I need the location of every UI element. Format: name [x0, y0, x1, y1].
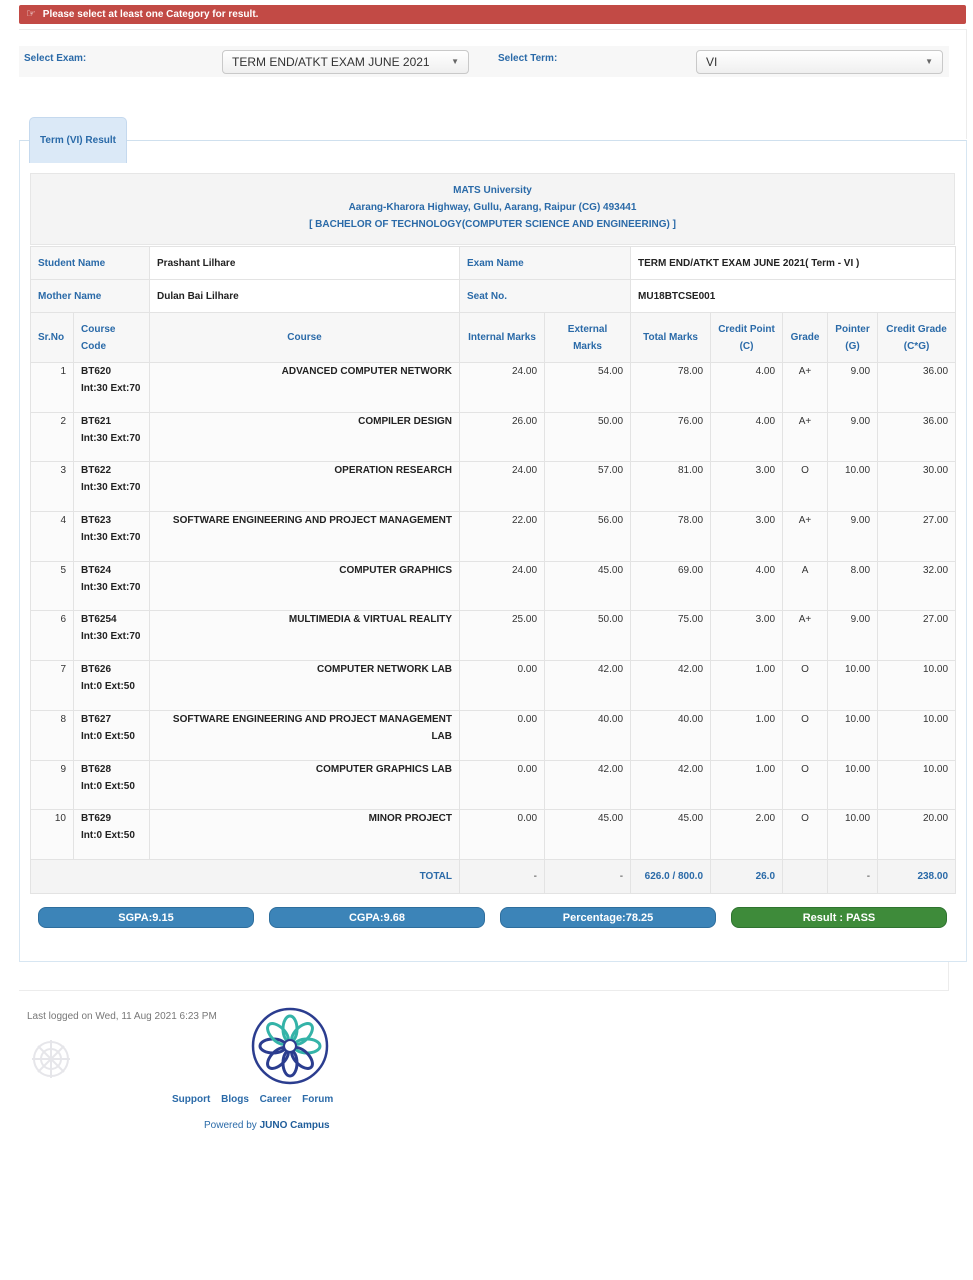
total-grade	[783, 859, 828, 893]
forum-link[interactable]: Forum	[302, 1094, 334, 1105]
row-credit-grade: 27.00	[878, 611, 956, 661]
alert-text: Please select at least one Category for result.	[42, 9, 259, 20]
row-pointer: 10.00	[828, 810, 878, 860]
col-credit-point	[711, 313, 783, 363]
row-credit-point: 4.00	[711, 561, 783, 611]
term-select[interactable]	[696, 50, 943, 74]
col-pointer-title: Pointer	[835, 323, 870, 335]
row-total: 69.00	[631, 561, 711, 611]
row-credit-point: 3.00	[711, 462, 783, 512]
row-credit-grade: 27.00	[878, 512, 956, 562]
row-external: 56.00	[545, 512, 631, 562]
row-internal: 24.00	[460, 561, 545, 611]
row-marks-split: Int:30 Ext:70	[81, 383, 141, 394]
row-code: BT622	[81, 465, 112, 477]
total-pointer: -	[828, 859, 878, 893]
exam-select-value: TERM END/ATKT EXAM JUNE 2021	[232, 55, 430, 69]
row-code: BT623	[81, 515, 112, 527]
row-course-name: MULTIMEDIA & VIRTUAL REALITY	[150, 611, 460, 661]
student-name: Prashant Lilhare	[150, 247, 460, 280]
program-name: [ BACHELOR OF TECHNOLOGY(COMPUTER SCIENCE AND ENGINEERING) ]	[309, 219, 676, 230]
table-row	[31, 412, 956, 462]
support-link[interactable]: Support	[172, 1094, 211, 1105]
row-external: 45.00	[545, 810, 631, 860]
row-internal: 25.00	[460, 611, 545, 661]
row-external: 40.00	[545, 710, 631, 760]
col-external: External Marks	[545, 313, 631, 363]
row-pointer: 10.00	[828, 661, 878, 711]
row-credit-grade: 36.00	[878, 363, 956, 413]
chevron-down-icon: ▼	[925, 57, 933, 66]
row-external: 50.00	[545, 611, 631, 661]
select-exam-label: Select Exam:	[24, 53, 87, 64]
error-alert	[19, 5, 966, 24]
university-header	[30, 173, 955, 245]
row-course-name: ADVANCED COMPUTER NETWORK	[150, 363, 460, 413]
sgpa-badge: SGPA:9.15	[38, 907, 254, 928]
row-course-name: COMPUTER NETWORK LAB	[150, 661, 460, 711]
student-info-row	[31, 247, 956, 280]
mother-info-row	[31, 280, 956, 313]
mother-name: Dulan Bai Lilhare	[150, 280, 460, 313]
row-srno: 10	[31, 810, 74, 860]
row-course-name: SOFTWARE ENGINEERING AND PROJECT MANAGEMENT	[150, 512, 460, 562]
panel-footer-spacer	[19, 962, 949, 991]
total-credit-grade: 238.00	[878, 859, 956, 893]
powered-by-prefix: Powered by	[204, 1120, 257, 1131]
row-course-name: OPERATION RESEARCH	[150, 462, 460, 512]
row-marks-split: Int:0 Ext:50	[81, 780, 135, 792]
row-srno: 6	[31, 611, 74, 661]
row-course-name: SOFTWARE ENGINEERING AND PROJECT MANAGEMENT LAB	[150, 710, 460, 760]
row-credit-point: 3.00	[711, 512, 783, 562]
total-marks: 626.0 / 800.0	[631, 859, 711, 893]
row-internal: 24.00	[460, 462, 545, 512]
row-code: BT620	[81, 366, 112, 377]
select-term-label: Select Term:	[498, 53, 558, 64]
row-total: 76.00	[631, 412, 711, 462]
row-course-code	[74, 363, 150, 413]
row-credit-point: 1.00	[711, 760, 783, 810]
row-total: 42.00	[631, 760, 711, 810]
row-external: 42.00	[545, 760, 631, 810]
row-marks-split: Int:0 Ext:50	[81, 730, 135, 742]
row-code: BT6254	[81, 614, 117, 626]
row-code: BT621	[81, 415, 112, 427]
row-total: 42.00	[631, 661, 711, 711]
row-total: 78.00	[631, 363, 711, 413]
row-external: 45.00	[545, 561, 631, 611]
table-row	[31, 363, 956, 413]
row-credit-grade: 10.00	[878, 661, 956, 711]
percentage-badge: Percentage:78.25	[500, 907, 716, 928]
row-pointer: 9.00	[828, 512, 878, 562]
col-pointer	[828, 313, 878, 363]
row-course-code	[74, 412, 150, 462]
row-srno: 7	[31, 661, 74, 711]
row-credit-grade: 32.00	[878, 561, 956, 611]
row-grade: O	[783, 462, 828, 512]
row-external: 57.00	[545, 462, 631, 512]
row-marks-split: Int:30 Ext:70	[81, 482, 141, 494]
exam-name-label: Exam Name	[460, 247, 631, 280]
row-course-code	[74, 710, 150, 760]
table-header-row	[31, 313, 956, 363]
row-course-code	[74, 512, 150, 562]
chevron-down-icon: ▼	[451, 57, 459, 66]
row-marks-split: Int:0 Ext:50	[81, 681, 135, 693]
pointing-hand-icon: ☞	[26, 8, 36, 20]
row-course-name: COMPUTER GRAPHICS LAB	[150, 760, 460, 810]
row-grade: A+	[783, 611, 828, 661]
row-srno: 4	[31, 512, 74, 562]
blogs-link[interactable]: Blogs	[221, 1094, 249, 1105]
table-row	[31, 611, 956, 661]
total-external: -	[545, 859, 631, 893]
row-code: BT628	[81, 763, 112, 775]
row-total: 75.00	[631, 611, 711, 661]
row-external: 42.00	[545, 661, 631, 711]
row-course-name: MINOR PROJECT	[150, 810, 460, 860]
row-course-code	[74, 760, 150, 810]
table-row	[31, 462, 956, 512]
table-row	[31, 760, 956, 810]
row-course-code	[74, 810, 150, 860]
row-srno: 8	[31, 710, 74, 760]
col-credit-point-sub: (C)	[739, 340, 754, 352]
row-credit-grade: 10.00	[878, 710, 956, 760]
row-pointer: 9.00	[828, 412, 878, 462]
col-course: Course	[150, 313, 460, 363]
row-internal: 0.00	[460, 710, 545, 760]
cgpa-badge: CGPA:9.68	[269, 907, 485, 928]
student-name-label: Student Name	[31, 247, 150, 280]
total-internal: -	[460, 859, 545, 893]
row-grade: O	[783, 760, 828, 810]
table-row	[31, 710, 956, 760]
row-grade: O	[783, 810, 828, 860]
university-address: Aarang-Kharora Highway, Gullu, Aarang, Raipur (CG) 493441	[348, 202, 637, 213]
col-credit-grade-sub: (C*G)	[903, 340, 930, 352]
row-external: 54.00	[545, 363, 631, 413]
row-credit-point: 1.00	[711, 710, 783, 760]
juno-campus-link[interactable]: JUNO Campus	[259, 1120, 330, 1131]
row-credit-grade: 10.00	[878, 760, 956, 810]
row-external: 50.00	[545, 412, 631, 462]
row-grade: A	[783, 561, 828, 611]
col-srno: Sr.No	[31, 313, 74, 363]
row-course-code	[74, 561, 150, 611]
row-srno: 3	[31, 462, 74, 512]
row-code: BT626	[81, 664, 112, 676]
row-course-code	[74, 661, 150, 711]
footer-links	[172, 1094, 341, 1105]
row-internal: 0.00	[460, 760, 545, 810]
row-total: 81.00	[631, 462, 711, 512]
col-course-code: Course Code	[74, 313, 150, 363]
row-internal: 24.00	[460, 363, 545, 413]
row-marks-split: Int:0 Ext:50	[81, 830, 135, 842]
col-credit-grade-title: Credit Grade	[886, 323, 947, 335]
row-marks-split: Int:30 Ext:70	[81, 532, 141, 544]
row-srno: 2	[31, 412, 74, 462]
col-pointer-sub: (G)	[845, 340, 860, 352]
row-credit-grade: 36.00	[878, 412, 956, 462]
row-credit-point: 4.00	[711, 363, 783, 413]
col-grade: Grade	[783, 313, 828, 363]
row-marks-split: Int:30 Ext:70	[81, 631, 141, 643]
col-credit-grade	[878, 313, 956, 363]
row-internal: 26.00	[460, 412, 545, 462]
row-credit-grade: 30.00	[878, 462, 956, 512]
row-grade: A+	[783, 412, 828, 462]
result-badge: Result : PASS	[731, 907, 947, 928]
row-code: BT624	[81, 564, 112, 576]
row-marks-split: Int:30 Ext:70	[81, 432, 141, 444]
juno-campus-logo-icon[interactable]	[251, 1007, 329, 1085]
total-row	[31, 859, 956, 893]
row-credit-point: 2.00	[711, 810, 783, 860]
total-label: TOTAL	[31, 859, 460, 893]
last-logged-text: Last logged on Wed, 11 Aug 2021 6:23 PM	[27, 1011, 217, 1022]
seat-no: MU18BTCSE001	[631, 280, 956, 313]
row-srno: 1	[31, 363, 74, 413]
row-total: 78.00	[631, 512, 711, 562]
row-credit-point: 4.00	[711, 412, 783, 462]
col-credit-point-title: Credit Point	[718, 323, 775, 335]
row-pointer: 9.00	[828, 611, 878, 661]
total-credit: 26.0	[711, 859, 783, 893]
row-total: 45.00	[631, 810, 711, 860]
row-total: 40.00	[631, 710, 711, 760]
row-course-name: COMPILER DESIGN	[150, 412, 460, 462]
row-code: BT629	[81, 813, 112, 825]
term-select-value: VI	[706, 55, 718, 69]
row-code: BT627	[81, 713, 112, 725]
table-row	[31, 661, 956, 711]
row-srno: 9	[31, 760, 74, 810]
row-marks-split: Int:30 Ext:70	[81, 581, 141, 593]
row-grade: A+	[783, 363, 828, 413]
row-grade: A+	[783, 512, 828, 562]
row-pointer: 10.00	[828, 760, 878, 810]
row-credit-grade: 20.00	[878, 810, 956, 860]
row-pointer: 10.00	[828, 462, 878, 512]
row-grade: O	[783, 661, 828, 711]
row-credit-point: 3.00	[711, 611, 783, 661]
row-internal: 22.00	[460, 512, 545, 562]
row-grade: O	[783, 710, 828, 760]
university-name: MATS University	[453, 185, 532, 196]
row-internal: 0.00	[460, 810, 545, 860]
seat-no-label: Seat No.	[460, 280, 631, 313]
col-total: Total Marks	[631, 313, 711, 363]
faint-logo-icon	[29, 1037, 73, 1081]
row-credit-point: 1.00	[711, 661, 783, 711]
result-table	[30, 246, 956, 894]
row-pointer: 8.00	[828, 561, 878, 611]
row-pointer: 9.00	[828, 363, 878, 413]
powered-by	[204, 1120, 330, 1131]
table-row	[31, 810, 956, 860]
career-link[interactable]: Career	[259, 1094, 292, 1105]
mother-name-label: Mother Name	[31, 280, 150, 313]
row-course-code	[74, 462, 150, 512]
tab-term-result[interactable]: Term (VI) Result	[29, 117, 127, 163]
row-course-code	[74, 611, 150, 661]
row-course-name: COMPUTER GRAPHICS	[150, 561, 460, 611]
col-internal: Internal Marks	[460, 313, 545, 363]
row-srno: 5	[31, 561, 74, 611]
row-pointer: 10.00	[828, 710, 878, 760]
row-internal: 0.00	[460, 661, 545, 711]
exam-select[interactable]	[222, 50, 469, 74]
table-row	[31, 512, 956, 562]
exam-name: TERM END/ATKT EXAM JUNE 2021( Term - VI )	[631, 247, 956, 280]
table-row	[31, 561, 956, 611]
